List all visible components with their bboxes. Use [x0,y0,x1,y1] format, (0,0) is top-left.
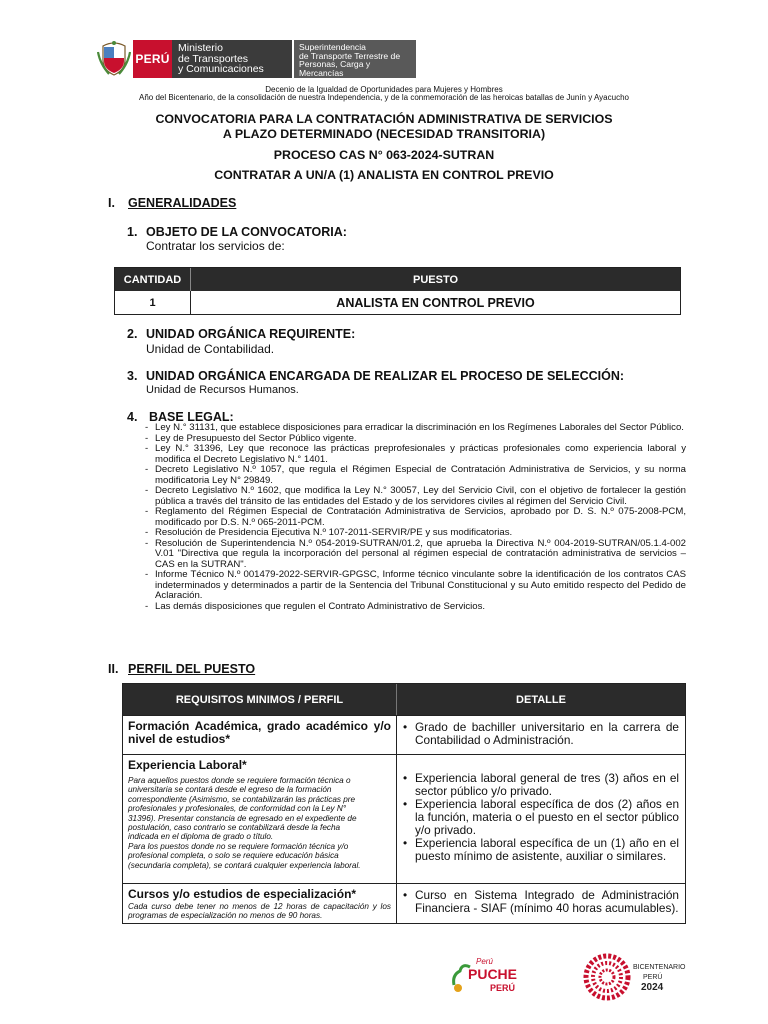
puche-peru-text: PERÚ [490,983,516,993]
ministerio-line: de Transportes [178,52,249,65]
note-line: postulación, caso contrario se contabilizará desde la fecha [128,823,341,833]
list-item: - Reglamento del Régimen Especial de Contratación Administrativa de Servicios, aprobado por D. S. N.º 075-2008-PCM, modificado por D.S. N.º 065-2011-PCM. [143,507,686,528]
item-title: OBJETO DE LA CONVOCATORIA: [146,225,347,239]
list-item: - Decreto Legislativo N.º 1057, que regula el Régimen Especial de Contratación Administrativa de Servicios, y su norma modificatoria Ley N° 29849. [143,465,686,486]
note-line: indicada en el diploma de grado o título. [128,832,274,842]
unidad-requirente-heading [127,327,355,341]
section-number: I. [108,196,115,210]
item-number: 4. [127,410,138,424]
row-label-cell [123,884,397,923]
note-line: profesional completa, o solo se requiere educación básica [128,851,339,861]
sutran-line: de Transporte Terrestre de [299,50,401,61]
list-item: • Grado de bachiller universitario en la carrera de Contabilidad o Administración. [401,721,679,747]
unidad-encargada-text: Unidad de Recursos Humanos. [146,384,299,396]
experiencia-note [128,776,391,870]
note-line: 31396). Presentar constancia de egresado en el expediente de [128,813,357,823]
anio-text: Año del Bicentenario, de la consolidación de nuestra Independencia, y de la conmemoración de las heroicas batallas de Junín y Ayacucho [139,93,629,102]
table-row [123,883,685,923]
table-header [115,268,680,291]
header-logos [97,40,416,78]
cursos-details [401,889,679,915]
row-detail-cell [397,716,685,754]
ministerio-line: Ministerio [178,42,223,54]
row-label-cell [123,716,397,754]
objeto-text: Contratar los servicios de: [146,239,285,253]
section-title: GENERALIDADES [128,196,237,210]
sutran-logo [294,40,416,78]
item-number: 2. [127,327,138,341]
puesto-table [114,267,681,315]
title-line-2: A PLAZO DETERMINADO (NECESIDAD TRANSITORIA) [222,127,546,141]
bicentenario-logo [583,952,693,1002]
table-row [123,715,685,754]
list-item: - Resolución de Presidencia Ejecutiva N.º 107-2011-SERVIR/PE y sus modificatorias. [143,528,686,539]
row-detail-cell [397,884,685,923]
list-item: - Ley N.° 31396, Ley que reconoce las prácticas preprofesionales y prácticas profesionales como experiencia laboral y modifica el Decreto Legislativo N.° 1401. [143,444,686,465]
cursos-label: Cursos y/o estudios de especialización* [128,887,357,901]
list-item: • Curso en Sistema Integrado de Administración Financiera - SIAF (mínimo 40 horas acumulables). [401,889,679,915]
list-item: - Decreto Legislativo N.º 1602, que modifica la Ley N.° 30057, Ley del Servicio Civil, con el objetivo de fortalecer la gestión pública a través del tránsito de las entidades del Estado y de los servidores civiles al régimen del Servicio Civil. [143,486,686,507]
list-item: • Experiencia laboral específica de un (1) año en el puesto mínimo de asistente, auxiliar o similares. [401,837,679,863]
bicentenario-year: 2024 [641,982,664,993]
puche-main-text: PUCHE [468,966,518,982]
puche-small-text: Perú [476,957,493,966]
item-title: UNIDAD ORGÁNICA ENCARGADA DE REALIZAR EL PROCESO DE SELECCIÓN: [146,369,625,383]
header-cantidad: CANTIDAD [115,268,191,291]
item-number: 3. [127,369,138,383]
perfil-table [122,683,686,924]
formacion-details [401,721,679,747]
header-requisitos: REQUISITOS MINIMOS / PERFIL [123,684,397,715]
item-number: 1. [127,225,138,239]
peru-label: PERÚ [133,40,172,78]
list-item: - Informe Técnico N.º 001479-2022-SERVIR-GPGSC, Informe técnico vinculante sobre la identificación de los contratos CAS indeterminados y determinados a partir de la Sentencia del Tribunal Constitucional y su Auto emitido respecto del Pedido de Aclaración. [143,570,686,602]
list-item: - Ley de Presupuesto del Sector Público vigente. [143,434,686,445]
note-line: universitaria se contará desde el egreso de la formación [128,785,332,795]
peru-puche-logo [450,955,526,995]
note-line: Para los puestos donde no se requiere formación técnica y/o [128,841,349,851]
objeto-heading [127,225,347,239]
list-item: - Ley N.° 31131, que establece disposiciones para erradicar la discriminación en los Regímenes Laborales del Sector Público. [143,423,686,434]
cursos-note: Cada curso debe tener no menos de 12 horas de capacitación y los programas de especialización no menos de 90 horas. [128,902,391,921]
unidad-requirente-text: Unidad de Contabilidad. [146,342,275,356]
bicentenario-peru-text: PERÚ [643,974,663,981]
title-line-1: CONVOCATORIA PARA LA CONTRATACIÓN ADMINISTRATIVA DE SERVICIOS [155,112,613,126]
section-generalidades [108,196,236,210]
experiencia-details [401,772,679,863]
unidad-encargada-heading [127,369,624,383]
ministerio-logo [172,40,292,78]
list-item: • Experiencia laboral específica de dos (2) años en la función, materia o el puesto en el sector público y/o privado. [401,798,679,837]
header-puesto: PUESTO [412,273,459,286]
sutran-line: Personas, Carga y Mercancías [299,59,371,78]
list-item: - Resolución de Superintendencia N.º 054-2019-SUTRAN/01.2, que aprueba la Directiva N.º 004-2019-SUTRAN/05.1.4-002 V.01 "Directiva que regula la incorporación del personal al régimen especial de contratación administrativa de servicios – CAS en la SUTRAN". [143,539,686,571]
base-legal-list [143,423,686,612]
note-line: correspondiente (Asimismo, se contabilizarán las prácticas pre [128,794,356,804]
note-line: profesionales y profesionales, de conformidad con la Ley N° [128,804,347,814]
section-perfil [108,662,255,676]
section-number: II. [108,662,119,676]
ministerio-line: y Comunicaciones [178,63,264,75]
list-item: - Las demás disposiciones que regulen el Contrato Administrativo de Servicios. [143,602,686,613]
experiencia-label: Experiencia Laboral* [128,758,247,772]
note-line: (secundaria completa), se contará cualquier experiencia laboral. [128,860,361,870]
list-item: • Experiencia laboral general de tres (3) años en el sector público y/o privado. [401,772,679,798]
table-row [123,754,685,883]
peru-coat-of-arms-icon [97,40,131,78]
sutran-line: Superintendencia [299,42,366,52]
cell-puesto: ANALISTA EN CONTROL PREVIO [336,295,535,310]
section-title: PERFIL DEL PUESTO [128,662,256,676]
formacion-label: Formación Académica, grado académico y/o nivel de estudios* [128,719,391,746]
note-line: Para aquellos puestos donde se requiere formación técnica o [128,776,351,785]
decenio-text: Decenio de la Igualdad de Oportunidades para Mujeres y Hombres [265,85,503,94]
table-row [115,291,680,314]
cell-cantidad: 1 [115,291,191,314]
contract-title: CONTRATAR A UN/A (1) ANALISTA EN CONTROL PREVIO [214,168,554,182]
table-header [123,684,685,715]
item-title: UNIDAD ORGÁNICA REQUIRENTE: [146,327,356,341]
bicentenario-text: BICENTENARIO [633,964,686,971]
process-number: PROCESO CAS N° 063-2024-SUTRAN [273,148,495,162]
item-title: BASE LEGAL: [149,410,234,424]
header-detalle: DETALLE [516,693,566,706]
row-detail-cell [397,755,685,883]
row-label-cell [123,755,397,883]
